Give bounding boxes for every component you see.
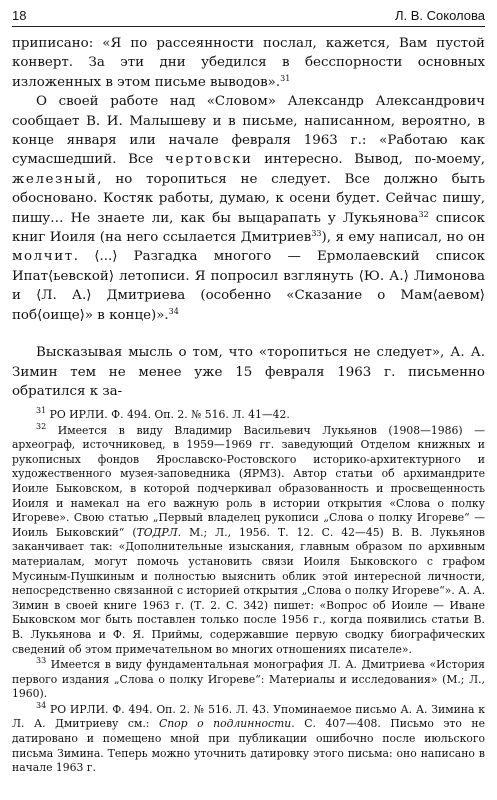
p2-text-a: О своей работе над «Словом» Александр Александрович сообщает В. И. Малышеву и в письме, написанном, вероятно, в конце января или начале февраля 1963 г.: «Работаю как сумасшедший. Все xyxy=(12,94,485,168)
paragraph-3-text: Высказывая мысль о том, что «торопиться не следует», А. А. Зимин тем не менее уже 15 февраля 1963 г. письменно обратился к за- xyxy=(12,345,485,399)
footnote-italic-todrl: ТОДРЛ xyxy=(136,525,178,539)
footnote-33 xyxy=(12,658,485,702)
footnote-text: РО ИРЛИ. Ф. 494. Оп. 2. № 516. Л. 43. Упоминаемое письмо А. А. Зимина к Л. А. Дмитриеву см.: xyxy=(12,702,485,731)
footnote-32 xyxy=(12,421,485,658)
paragraph-1 xyxy=(12,34,485,92)
running-header xyxy=(12,6,485,27)
p2-text-g: ), я ему написал, но он xyxy=(321,230,485,246)
footnote-ref-33[interactable]: 33 xyxy=(311,229,322,239)
footnote-34 xyxy=(12,700,485,776)
running-head-author: Л. В. Соколова xyxy=(395,8,485,23)
footnote-number: 32 xyxy=(36,421,47,431)
p2-text-f: список книг Иоиля (на него ссылается Дмитриев xyxy=(12,210,485,246)
paragraph-1-text: приписано: «Я по рассеянности послал, кажется, Вам пустой конверт. За эти дни убедился в бесспорности основных изложенных в этом письме выводов». xyxy=(12,36,485,90)
footnote-text: Имеется в виду Владимир Васильевич Лукьянов (1908—1986) — археограф, источниковед, в 1959—1969 гг. заведующий Отделом книжных и рукописных фондов Ярославско-Ростовского историко-архитектурного и художественного музея-заповедника (ЯРМЗ). Автор статьи об архимандрите Иоиле Быковском, в которой подчеркивал образованность и просвещенность Иоиля и намекал на его важную роль в истории открытия «Слова о полку Игореве». Свою статью „Первый владелец рукописи „Слова о полку Игореве“ — Иоиль Быковский“ ( xyxy=(12,423,485,539)
p2-spaced-molchit: молчит xyxy=(12,249,74,265)
footnote-italic-spor: Спор о подлинности xyxy=(158,717,292,731)
p2-text-c: интересно. Вывод, по-моему, xyxy=(252,152,485,168)
footnote-31 xyxy=(12,408,485,423)
main-text xyxy=(12,34,485,401)
page-number: 18 xyxy=(12,8,27,23)
p2-text-e: , но торопиться не следует. Все должно быть обосновано. Костяк работы, думаю, к осени будет. Сейчас пишу, пишу… Не знаете ли, как бы выцарапать у Лукьянова xyxy=(12,171,485,226)
paragraph-3 xyxy=(12,343,485,401)
footnote-text: Имеется в виду фундаментальная монография Л. А. Дмитриева «История первого издания „Слова о полку Игореве“: Материалы и исследования» (М.; Л., 1960). xyxy=(12,658,485,701)
footnotes xyxy=(12,408,485,777)
footnote-ref-32[interactable]: 32 xyxy=(418,209,429,219)
p2-spaced-chertovski: чертовски xyxy=(165,152,253,168)
footnote-text: . М.; Л., 1956. Т. 12. С. 42—45) В. В. Лукьянов заканчивает так: «Дополнительные изыскания, главным образом по архивным материалам, могут помочь установить связи Иоиля Быковского с графом Мусиным-Пушкиным и полностью выяснить облик этой интересной личности, непосредственно связанной с историей открытия „Слова о полку Игореве“». А. А. Зимин в своей книге 1963 г. (Т. 2. С. 342) пишет: «Вопрос об Иоиле — Иване Быковском мог быть поставлен только после 1956 г., когда появились статьи В. В. Лукьянова и Ф. Я. Приймы, содержавшие первую сводку биографических сведений об этом примечательном во многих отношениях писателе». xyxy=(12,525,485,656)
paragraph-2 xyxy=(12,92,485,325)
footnote-ref-34[interactable]: 34 xyxy=(168,306,179,316)
p2-spaced-zhelezny: железный xyxy=(12,171,98,187)
footnote-number: 34 xyxy=(36,700,47,710)
footnote-number: 31 xyxy=(36,406,47,415)
footnote-text: РО ИРЛИ. Ф. 494. Оп. 2. № 516. Л. 41—42. xyxy=(46,408,290,421)
footnote-text: . С. 407—408. Письмо это не датировано и помещено мной при публикации ошибочно после июльского письма Зимина. Теперь можно уточнить датировку этого письма: оно написано в начале 1963 г. xyxy=(12,717,485,775)
p2-text-i: . ⟨...⟩ Разгадка многого — Ермолаевский список Ипат⟨ьевской⟩ летописи. Я попросил взглянуть ⟨Ю. А.⟩ Лимонова и ⟨Л. А.⟩ Дмитриева (особенно «Сказание о Мам⟨аевом⟩ поб⟨оище⟩» в конце)». xyxy=(12,249,485,323)
footnote-number: 33 xyxy=(36,656,47,666)
footnote-ref-31[interactable]: 31 xyxy=(280,73,291,83)
